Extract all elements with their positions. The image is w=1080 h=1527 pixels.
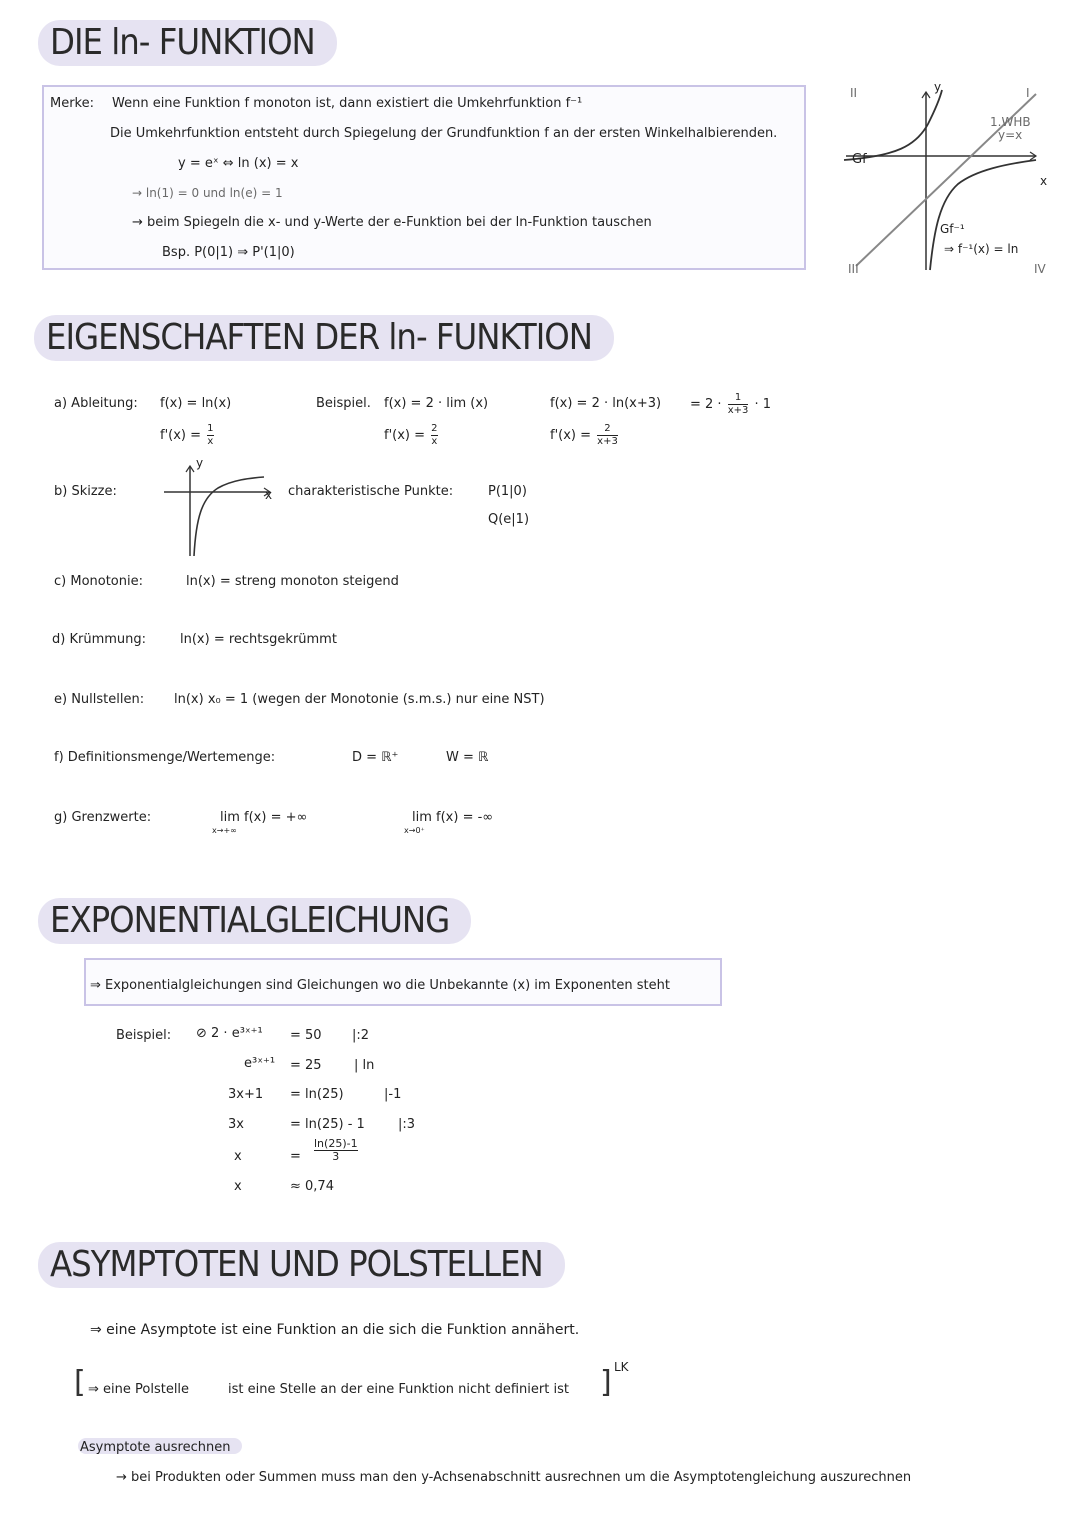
merke-line-1: Wenn eine Funktion f monoton ist, dann existiert die Umkehrfunktion f⁻¹ [112,96,583,111]
exponential-definition: ⇒ Exponentialgleichungen sind Gleichungen wo die Unbekannte (x) im Exponenten steht [90,978,670,993]
eq-row-6-rhs: ≈ 0,74 [290,1179,334,1194]
asymptote-calc-title: Asymptote ausrechnen [80,1440,231,1455]
derivative-fraction [207,424,213,447]
limits-label: g) Grenzwerte: [54,810,152,825]
example-2-tail: · 1 [754,397,772,412]
asymptote-definition: ⇒ eine Asymptote ist eine Funktion an die sich die Funktion annähert. [90,1322,580,1338]
eq-row-2-rhs: = 25 [290,1058,322,1073]
graph-quadrant-2: II [850,86,858,100]
graph-gf-label: Gf [852,152,867,167]
fraction-denominator: x [207,436,214,447]
curvature-label: d) Krümmung: [52,632,147,647]
eq-row-3-lhs: 3x+1 [228,1087,264,1102]
monotony-label: c) Monotonie: [54,574,143,589]
merke-line-6: Bsp. P(0|1) ⇒ P'(1|0) [162,245,295,260]
zeros-label: e) Nullstellen: [54,692,145,707]
fraction-numerator: 1 [207,423,214,434]
graph-inverse-equation: ⇒ f⁻¹(x) = ln [944,242,1019,256]
derivative-function: f(x) = ln(x) [160,396,232,411]
example-1-function: f(x) = 2 · lim (x) [384,396,489,411]
graph-quadrant-4: IV [1034,262,1046,276]
eq-row-1-lhs: ⊘ 2 · e³ˣ⁺¹ [196,1026,263,1041]
eq-row-2-lhs: e³ˣ⁺¹ [244,1056,276,1071]
derivative-label: a) Ableitung: [54,396,138,411]
title-exponential: EXPONENTIALGLEICHUNG [38,898,471,944]
eq-row-1-rhs: = 50 [290,1028,322,1043]
eq-row-5-lhs: x [234,1149,242,1164]
example-2-derivative-fraction [597,424,618,447]
eq-row-5-fraction [314,1138,358,1163]
merke-box [42,85,806,270]
eq-row-6-lhs: x [234,1179,242,1194]
fraction-denominator: x [431,436,438,447]
example-1-derivative-prefix: f'(x) = [384,428,426,443]
monotony-text: ln(x) = streng monoton steigend [186,574,399,589]
polstelle-definition: ist eine Stelle an der eine Funktion nicht definiert ist [228,1382,569,1397]
example-2-eq: = 2 · [690,397,722,412]
limit-zero-sub: x→0⁺ [404,826,425,835]
fraction-numerator: 2 [431,423,438,434]
fraction-numerator: 1 [734,392,742,403]
graph-quadrant-1: I [1026,86,1030,100]
eq-row-4-lhs: 3x [228,1117,244,1132]
eq-row-4-rhs: = ln(25) - 1 [290,1117,365,1132]
example-2-expanded [690,393,771,416]
point-p: P(1|0) [488,484,527,499]
eq-row-1-op: |:2 [352,1028,370,1043]
example-1-fraction [431,424,437,447]
merke-line-3: y = eˣ ⇔ ln (x) = x [178,156,299,171]
example-2-function: f(x) = 2 · ln(x+3) [550,396,662,411]
fraction-numerator: ln(25)-1 [314,1137,358,1150]
fraction-denominator: 3 [332,1150,340,1163]
eq-row-4-op: |:3 [398,1117,416,1132]
asymptote-calc-text: → bei Produkten oder Summen muss man den y-Achsenabschnitt ausrechnen um die Asymptotengleichung auszurechnen [116,1470,912,1485]
point-q: Q(e|1) [488,512,530,527]
example-1-derivative [384,424,440,447]
graph-gf-inverse-label: Gf⁻¹ [940,222,965,236]
example-1-label: Beispiel. [316,396,371,411]
graph-x-axis-label: x [1040,174,1048,188]
domain-range-label: f) Definitionsmenge/Wertemenge: [54,750,276,765]
eq-row-3-op: |-1 [384,1087,402,1102]
derivative-result-prefix: f'(x) = [160,428,202,443]
merke-line-5: → beim Spiegeln die x- und y-Werte der e-Funktion bei der ln-Funktion tauschen [132,215,652,230]
fraction-denominator: x+3 [597,436,618,447]
merke-line-2: Die Umkehrfunktion entsteht durch Spiegelung der Grundfunktion f an der ersten Winkelhalbierenden. [110,126,778,141]
graph-y-axis-label: y [934,80,942,94]
lk-label: LK [614,1360,629,1374]
graph-whb-eq: y=x [998,128,1023,142]
title-properties: EIGENSCHAFTEN DER ln- FUNKTION [34,315,614,361]
eq-row-5-rhs: = [290,1149,301,1164]
sketch-y-axis-label: y [196,456,204,470]
merke-label: Merke: [50,96,95,111]
bracket-left: [ [74,1365,86,1400]
zeros-text: ln(x) x₀ = 1 (wegen der Monotonie (s.m.s.) nur eine NST) [174,692,545,707]
ln-sketch [160,458,280,558]
characteristic-points-label: charakteristische Punkte: [288,484,454,499]
example-2-fraction [728,393,749,416]
limit-plus-infinity: lim f(x) = +∞ [220,810,308,825]
graph-whb-label: 1.WHB [990,115,1031,129]
graph-quadrant-3: III [848,262,859,276]
eq-row-3-rhs: = ln(25) [290,1087,344,1102]
curvature-text: ln(x) = rechtsgekrümmt [180,632,337,647]
fraction-numerator: 2 [604,423,611,434]
range-w: W = ℝ [446,750,489,765]
limit-zero: lim f(x) = -∞ [412,810,494,825]
title-ln-function: DIE ln- FUNKTION [38,20,337,66]
sketch-label: b) Skizze: [54,484,117,499]
limit-plus-infinity-sub: x→+∞ [212,826,237,835]
eq-row-2-op: | ln [354,1058,375,1073]
bracket-right: ] [600,1365,612,1400]
domain-d: D = ℝ⁺ [352,750,399,765]
title-asymptotes: ASYMPTOTEN UND POLSTELLEN [38,1242,565,1288]
polstelle-label: ⇒ eine Polstelle [88,1382,190,1397]
exponential-example-label: Beispiel: [116,1028,172,1043]
derivative-result [160,424,216,447]
merke-line-4: → ln(1) = 0 und ln(e) = 1 [132,186,283,200]
fraction-denominator: x+3 [727,405,749,416]
example-2-derivative [550,424,620,447]
example-2-derivative-prefix: f'(x) = [550,428,592,443]
sketch-x-axis-label: x [265,488,273,502]
